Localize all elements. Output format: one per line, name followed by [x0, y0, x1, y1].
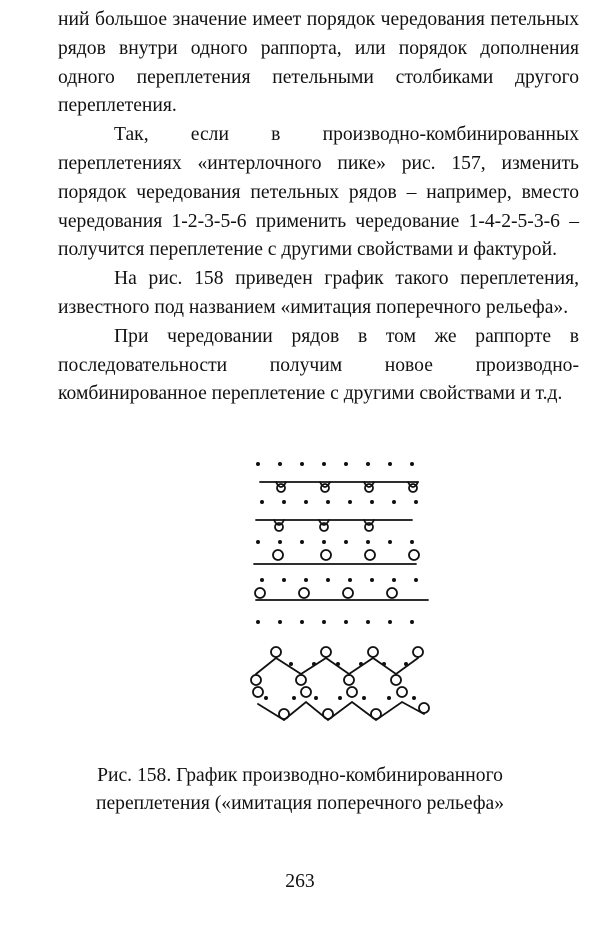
stitch-dot: [264, 696, 268, 700]
stitch-dot: [312, 662, 316, 666]
stitch-dot: [304, 500, 308, 504]
stitch-loop: [397, 687, 407, 697]
stitch-loop: [409, 484, 417, 492]
stitch-dot: [322, 540, 326, 544]
stitch-dot: [382, 662, 386, 666]
page-number: 263: [285, 871, 315, 892]
stitch-dot: [322, 462, 326, 466]
stitch-dot: [348, 500, 352, 504]
stitch-dot: [414, 500, 418, 504]
stitch-dot: [338, 696, 342, 700]
stitch-dot: [260, 500, 264, 504]
paragraph: Так, если в производно-комбинированных переплетениях «интерлочного пике» рис. 157, изменить порядок чередования петельных рядов – например, вместо чередования 1-2-3-5-6 применить чередование 1-4-2-5-3-6 – получится переплетение с другими свойствами и фактурой.: [58, 124, 579, 261]
paragraph: На рис. 158 приведен график такого переплетения, известного под названием «имитация поперечного рельефа».: [58, 268, 579, 318]
stitch-loop: [409, 550, 419, 560]
stitch-loop: [368, 647, 378, 657]
stitch-loop: [387, 588, 397, 598]
stitch-loop: [323, 709, 333, 719]
stitch-dot: [387, 696, 391, 700]
stitch-dot: [314, 696, 318, 700]
stitch-dot: [282, 500, 286, 504]
stitch-dot: [326, 578, 330, 582]
paragraph: При чередовании рядов в том же раппорте в последовательности получим новое производно-комбинированное переплетение с другими свойствами и т.д.: [58, 325, 579, 405]
stitch-dot: [256, 540, 260, 544]
stitch-dot: [344, 462, 348, 466]
stitch-loop: [344, 675, 354, 685]
stitch-dot: [282, 578, 286, 582]
caption-line: Рис. 158. График производно-комбинированного: [97, 765, 503, 786]
stitch-loop: [419, 703, 429, 713]
stitch-dot: [336, 662, 340, 666]
stitch-loop: [347, 687, 357, 697]
stitch-loop: [321, 550, 331, 560]
knitting-pattern-figure: [246, 452, 446, 722]
stitch-dot: [289, 662, 293, 666]
stitch-dot: [410, 462, 414, 466]
stitch-loop: [271, 647, 281, 657]
stitch-loop: [277, 484, 285, 492]
stitch-dot: [410, 620, 414, 624]
stitch-dot: [300, 540, 304, 544]
stitch-dot: [392, 500, 396, 504]
stitch-loop: [273, 550, 283, 560]
stitch-loop: [279, 709, 289, 719]
stitch-dot: [370, 578, 374, 582]
stitch-dot: [412, 696, 416, 700]
stitch-loop: [365, 484, 373, 492]
stitch-loop: [296, 675, 306, 685]
stitch-loop: [299, 588, 309, 598]
stitch-dot: [392, 578, 396, 582]
stitch-loop: [343, 588, 353, 598]
stitch-loop: [365, 550, 375, 560]
knitting-pattern-graph: [246, 452, 446, 722]
stitch-loop: [321, 484, 329, 492]
caption-line: переплетения («имитация поперечного рельефа»: [95, 793, 505, 814]
stitch-loop: [253, 687, 263, 697]
paragraph-continuation: ний большое значение имеет порядок чередования петельных рядов внутри одного раппорта, или порядок дополнения одного переплетения петельными столбиками другого переплетения.: [58, 9, 579, 117]
stitch-dot: [348, 578, 352, 582]
stitch-loop: [413, 647, 423, 657]
stitch-loop: [391, 675, 401, 685]
stitch-dot: [300, 462, 304, 466]
stitch-dot: [388, 540, 392, 544]
stitch-dot: [362, 696, 366, 700]
stitch-dot: [388, 620, 392, 624]
stitch-dot: [404, 662, 408, 666]
stitch-dot: [304, 578, 308, 582]
stitch-dot: [410, 540, 414, 544]
stitch-dot: [344, 620, 348, 624]
stitch-dot: [370, 500, 374, 504]
stitch-dot: [292, 696, 296, 700]
stitch-loop: [251, 675, 261, 685]
stitch-dot: [366, 540, 370, 544]
stitch-dot: [256, 462, 260, 466]
stitch-dot: [260, 578, 264, 582]
stitch-dot: [278, 540, 282, 544]
pattern-section-2: [254, 564, 428, 600]
stitch-loop: [321, 647, 331, 657]
stitch-dot: [366, 462, 370, 466]
stitch-dot: [278, 620, 282, 624]
stitch-loop: [255, 588, 265, 598]
stitch-dot: [256, 620, 260, 624]
stitch-dot: [300, 620, 304, 624]
stitch-dot: [414, 578, 418, 582]
stitch-loop: [371, 709, 381, 719]
stitch-dot: [344, 540, 348, 544]
figure-caption: [60, 762, 540, 818]
stitch-dot: [326, 500, 330, 504]
body-text: [58, 6, 579, 409]
stitch-dot: [366, 620, 370, 624]
stitch-dot: [359, 662, 363, 666]
stitch-dot: [278, 462, 282, 466]
stitch-dot: [388, 462, 392, 466]
stitch-loop: [301, 687, 311, 697]
stitch-dot: [322, 620, 326, 624]
